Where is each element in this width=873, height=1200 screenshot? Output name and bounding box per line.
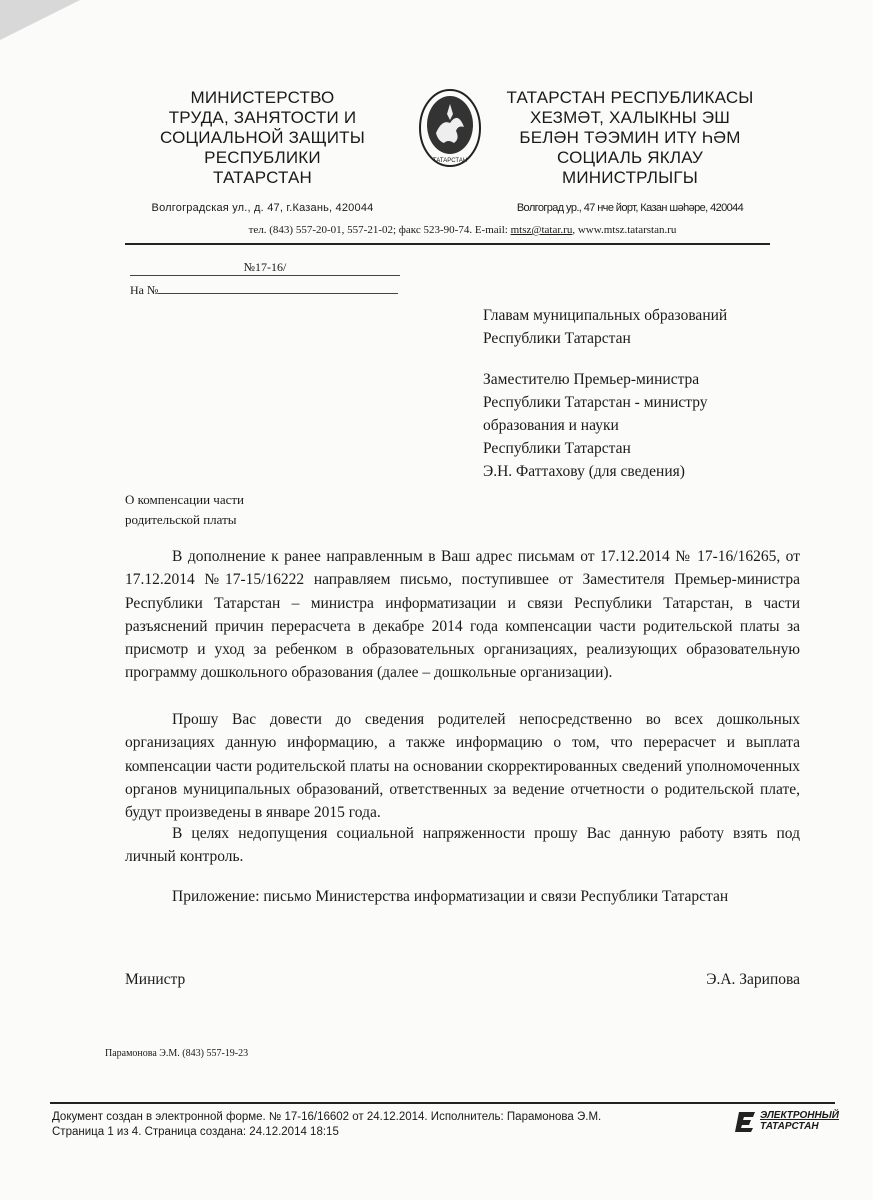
header-divider bbox=[125, 243, 770, 245]
svg-text:ТАТАРСТАН: ТАТАРСТАН bbox=[432, 158, 468, 164]
title-line: ТАТАРСТАН bbox=[212, 168, 313, 187]
recipient-block-1 bbox=[483, 304, 727, 350]
body-paragraph: Прошу Вас довести до сведения родителей непосредственно во всех дошкольных организациях данную информацию, а также информацию о том, что перерасчет и выплата компенсации части родительской платы на основании скорректированных сведений уполномоченных органов муниципальных образований, ответственных за ведение отчетности о родительской плате, будут произведены в январе 2015 года. bbox=[125, 711, 800, 822]
attachment-note: Приложение: письмо Министерства информатизации и связи Республики Татарстан bbox=[172, 888, 729, 905]
recipient-line: Республики Татарстан bbox=[483, 330, 631, 347]
outgoing-number bbox=[130, 260, 400, 276]
electronic-tatarstan-logo bbox=[735, 1110, 839, 1132]
subject-line: родительской платы bbox=[125, 512, 237, 527]
recipient-line: Республики Татарстан - министру bbox=[483, 394, 708, 411]
subject bbox=[125, 490, 244, 530]
tatarstan-emblem bbox=[418, 88, 482, 173]
logo-text: ТАТАРСТАН bbox=[760, 1121, 819, 1132]
footer-line: Документ создан в электронной форме. № 17-16/16602 от 24.12.2014. Исполнитель: Парамонова Э.М. bbox=[52, 1111, 602, 1123]
recipient-line: Республики Татарстан bbox=[483, 440, 631, 457]
email-link[interactable]: mtsz@tatar.ru bbox=[510, 224, 573, 236]
contacts bbox=[125, 224, 800, 236]
title-line: ХЕЗМӘТ, ХАЛЫКНЫ ЭШ bbox=[529, 108, 731, 127]
address-tatar: Волгоград ур., 47 нче йорт, Казан шәһәре, 420044 bbox=[516, 202, 744, 214]
signature-name: Э.А. Зарипова bbox=[706, 971, 800, 988]
contacts-website: , www.mtsz.tatarstan.ru bbox=[572, 224, 677, 236]
title-line: ТАТАРСТАН РЕСПУБЛИКАСЫ bbox=[506, 88, 754, 107]
footer-info bbox=[52, 1110, 601, 1140]
contacts-phone: тел. (843) 557-20-01, 557-21-02; факс 523-90-74. E-mail: bbox=[248, 224, 511, 236]
address-russian: Волгоградская ул., д. 47, г.Казань, 420044 bbox=[151, 202, 374, 214]
logo-text: ЭЛЕКТРОННЫЙ bbox=[760, 1110, 839, 1121]
ministry-name-russian bbox=[140, 88, 385, 218]
scan-fold-corner bbox=[0, 0, 80, 40]
title-line: СОЦИАЛЬНОЙ ЗАЩИТЫ bbox=[160, 128, 365, 147]
signature-position: Министр bbox=[125, 971, 186, 988]
title-line: РЕСПУБЛИКИ bbox=[204, 148, 321, 167]
reply-to-field bbox=[130, 283, 398, 298]
title-line: МИНИСТЕРСТВО bbox=[190, 88, 335, 107]
ministry-name-tatar bbox=[505, 88, 755, 218]
body-paragraph: В дополнение к ранее направленным в Ваш адрес письмам от 17.12.2014 № 17-16/16265, от 17.12.2014 №17-15/16222 направляем письмо, поступившее от Заместителя Премьер-министра Республики Татарстан – министра информатизации и связи Республики Татарстан, в части разъяснений причин перерасчета в декабре 2014 года компенсации части родительской платы за присмотр и уход за ребенком в образовательных организациях, реализующих образовательную программу дошкольного образования (далее – дошкольные организации). bbox=[125, 548, 800, 682]
recipient-line: Заместителю Премьер-министра bbox=[483, 371, 700, 388]
body-paragraph: В целях недопущения социальной напряженности прошу Вас данную работу взять под личный контроль. bbox=[125, 825, 800, 866]
subject-line: О компенсации части bbox=[125, 492, 244, 507]
footer-divider bbox=[50, 1102, 835, 1104]
title-line: БЕЛӘН ТӘЭМИН ИТҮ ҺӘМ bbox=[519, 128, 741, 147]
recipient-line: Главам муниципальных образований bbox=[483, 307, 728, 324]
recipient-line: Э.Н. Фаттахову (для сведения) bbox=[483, 463, 685, 480]
number-text: №17-16/ bbox=[243, 260, 287, 274]
recipient-block-2 bbox=[483, 368, 708, 483]
recipient-line: образования и науки bbox=[483, 417, 619, 434]
reply-label: На № bbox=[130, 283, 159, 297]
title-line: МИНИСТРЛЫГЫ bbox=[561, 168, 699, 187]
executor-contact: Парамонова Э.М. (843) 557-19-23 bbox=[105, 1048, 249, 1059]
title-line: ТРУДА, ЗАНЯТОСТИ И bbox=[168, 108, 357, 127]
footer-line: Страница 1 из 4. Страница создана: 24.12.2014 18:15 bbox=[52, 1126, 339, 1138]
title-line: СОЦИАЛЬ ЯКЛАУ bbox=[557, 148, 703, 167]
logo-mark-icon bbox=[735, 1110, 757, 1132]
